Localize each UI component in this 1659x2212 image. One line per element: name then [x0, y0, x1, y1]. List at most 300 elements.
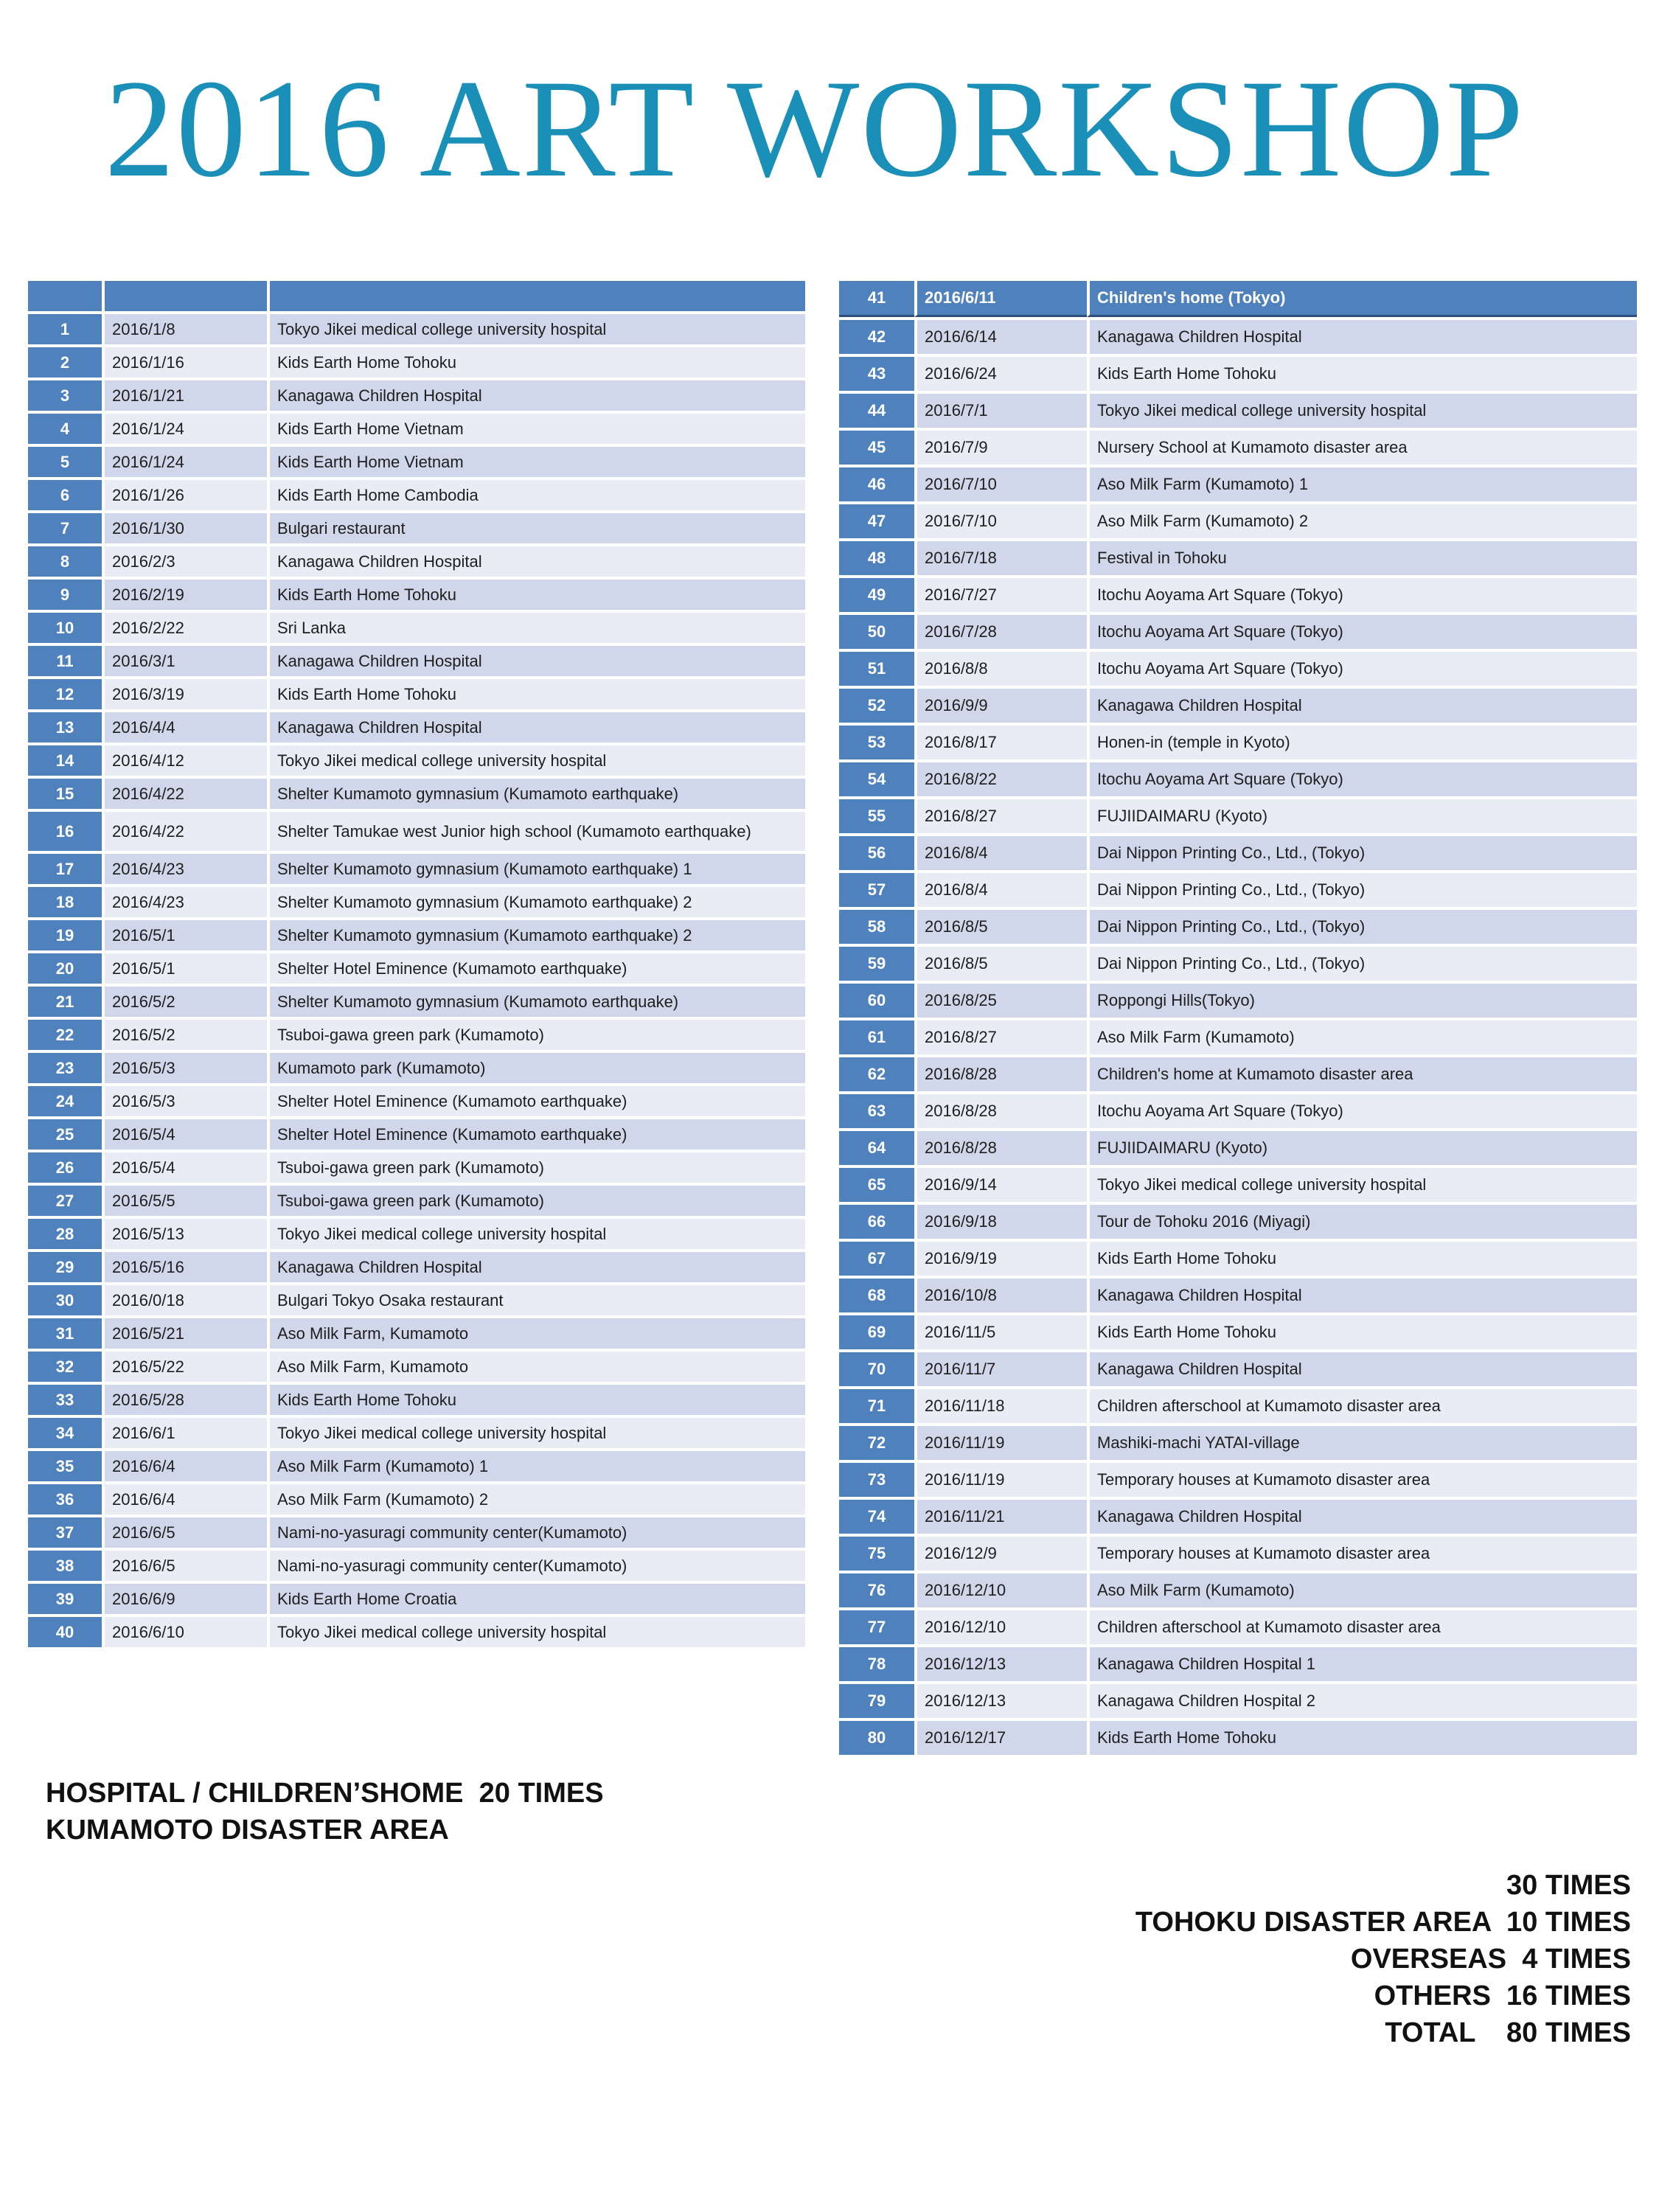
row-number: 60 — [839, 984, 914, 1018]
header-cell-date — [102, 281, 267, 311]
row-place: Children afterschool at Kumamoto disaster area — [1087, 1610, 1637, 1644]
row-date: 2016/4/23 — [102, 854, 267, 884]
table-row — [839, 799, 1637, 833]
row-place: Kids Earth Home Tohoku — [267, 1385, 805, 1415]
row-place: Aso Milk Farm (Kumamoto) 1 — [1087, 467, 1637, 501]
row-place: Tokyo Jikei medical college university hospital — [267, 1617, 805, 1647]
table-row — [28, 580, 805, 610]
header-cell-number — [28, 281, 102, 311]
row-place: Aso Milk Farm, Kumamoto — [267, 1318, 805, 1349]
row-date: 2016/12/10 — [914, 1610, 1087, 1644]
row-place: Kids Earth Home Tohoku — [1087, 1721, 1637, 1755]
row-place: Dai Nippon Printing Co., Ltd., (Tokyo) — [1087, 873, 1637, 907]
row-date: 2016/4/23 — [102, 887, 267, 917]
table-row — [28, 887, 805, 917]
row-number: 32 — [28, 1352, 102, 1382]
row-place: Aso Milk Farm (Kumamoto) — [1087, 1573, 1637, 1607]
table-row — [839, 541, 1637, 575]
row-number: 46 — [839, 467, 914, 501]
row-number: 12 — [28, 679, 102, 709]
row-place: Itochu Aoyama Art Square (Tokyo) — [1087, 652, 1637, 686]
summary-left — [46, 1775, 604, 1848]
row-date: 2016/9/9 — [914, 689, 1087, 723]
row-place: Kanagawa Children Hospital 2 — [1087, 1684, 1637, 1718]
row-place: Children afterschool at Kumamoto disaster area — [1087, 1389, 1637, 1423]
row-date: 2016/5/4 — [102, 1152, 267, 1183]
row-number: 24 — [28, 1086, 102, 1116]
row-date: 2016/2/19 — [102, 580, 267, 610]
row-date: 2016/5/1 — [102, 953, 267, 984]
row-place: Honen-in (temple in Kyoto) — [1087, 726, 1637, 759]
table-row — [839, 689, 1637, 723]
summary-line: HOSPITAL / CHILDREN’SHOME 20 TIMES — [46, 1778, 604, 1809]
table-row — [28, 1551, 805, 1581]
row-date: 2016/6/14 — [914, 320, 1087, 354]
row-place: Children's home (Tokyo) — [1087, 281, 1637, 317]
row-number: 47 — [839, 504, 914, 538]
table-row — [28, 1053, 805, 1083]
row-place: Children's home at Kumamoto disaster area — [1087, 1057, 1637, 1091]
row-date: 2016/1/8 — [102, 314, 267, 344]
row-place: Kids Earth Home Croatia — [267, 1584, 805, 1614]
row-place: Aso Milk Farm (Kumamoto) 1 — [267, 1451, 805, 1481]
table-row — [28, 1617, 805, 1647]
table-row — [28, 679, 805, 709]
row-number: 75 — [839, 1537, 914, 1571]
row-place: Kanagawa Children Hospital — [267, 712, 805, 742]
summary-line: TOTAL 80 TIMES — [1385, 2017, 1631, 2048]
row-date: 2016/8/22 — [914, 762, 1087, 796]
row-place: Kumamoto park (Kumamoto) — [267, 1053, 805, 1083]
row-date: 2016/8/28 — [914, 1131, 1087, 1165]
table-row — [839, 1315, 1637, 1349]
row-place: Shelter Kumamoto gymnasium (Kumamoto earthquake) 1 — [267, 854, 805, 884]
row-number: 7 — [28, 513, 102, 543]
row-date: 2016/1/21 — [102, 380, 267, 411]
row-place: Nursery School at Kumamoto disaster area — [1087, 431, 1637, 465]
row-number: 8 — [28, 546, 102, 577]
row-number: 56 — [839, 836, 914, 870]
row-date: 2016/6/9 — [102, 1584, 267, 1614]
row-place: Kanagawa Children Hospital — [1087, 1500, 1637, 1534]
table-row — [839, 1242, 1637, 1276]
row-place: Kids Earth Home Tohoku — [267, 679, 805, 709]
row-place: Shelter Kumamoto gymnasium (Kumamoto earthquake) 2 — [267, 920, 805, 950]
row-place: Itochu Aoyama Art Square (Tokyo) — [1087, 578, 1637, 612]
table-row — [839, 910, 1637, 944]
row-date: 2016/3/1 — [102, 646, 267, 676]
row-number: 19 — [28, 920, 102, 950]
table-row — [839, 947, 1637, 981]
row-date: 2016/8/17 — [914, 726, 1087, 759]
row-number: 6 — [28, 480, 102, 510]
row-number: 33 — [28, 1385, 102, 1415]
row-date: 2016/5/5 — [102, 1186, 267, 1216]
row-place: Kanagawa Children Hospital 1 — [1087, 1647, 1637, 1681]
row-date: 2016/8/4 — [914, 873, 1087, 907]
row-place: Festival in Tohoku — [1087, 541, 1637, 575]
table-row — [28, 646, 805, 676]
row-date: 2016/5/3 — [102, 1086, 267, 1116]
table-row — [839, 357, 1637, 391]
row-number: 43 — [839, 357, 914, 391]
row-place: Kids Earth Home Cambodia — [267, 480, 805, 510]
row-date: 2016/6/5 — [102, 1551, 267, 1581]
table-row — [28, 1517, 805, 1548]
row-date: 2016/12/13 — [914, 1647, 1087, 1681]
table-row — [839, 1463, 1637, 1497]
row-number: 15 — [28, 779, 102, 809]
row-date: 2016/8/27 — [914, 799, 1087, 833]
row-place: Shelter Hotel Eminence (Kumamoto earthquake) — [267, 953, 805, 984]
row-place: Kanagawa Children Hospital — [1087, 1279, 1637, 1312]
row-number: 38 — [28, 1551, 102, 1581]
row-date: 2016/5/21 — [102, 1318, 267, 1349]
row-place: Roppongi Hills(Tokyo) — [1087, 984, 1637, 1018]
table-row — [28, 1451, 805, 1481]
row-number: 18 — [28, 887, 102, 917]
row-date: 2016/8/5 — [914, 910, 1087, 944]
row-number: 50 — [839, 615, 914, 649]
row-place: Kanagawa Children Hospital — [1087, 1352, 1637, 1386]
row-place: Tokyo Jikei medical college university hospital — [267, 1219, 805, 1249]
row-place: Kids Earth Home Vietnam — [267, 414, 805, 444]
row-place: Shelter Kumamoto gymnasium (Kumamoto earthquake) — [267, 779, 805, 809]
table-row — [839, 1352, 1637, 1386]
table-row — [839, 394, 1637, 428]
row-number: 27 — [28, 1186, 102, 1216]
row-place: Kanagawa Children Hospital — [1087, 320, 1637, 354]
row-date: 2016/7/10 — [914, 467, 1087, 501]
row-place: Itochu Aoyama Art Square (Tokyo) — [1087, 615, 1637, 649]
row-number: 54 — [839, 762, 914, 796]
table-row — [839, 1020, 1637, 1054]
row-date: 2016/6/11 — [914, 281, 1087, 317]
row-number: 59 — [839, 947, 914, 981]
row-place: Bulgari restaurant — [267, 513, 805, 543]
row-number: 9 — [28, 580, 102, 610]
table-row — [28, 1484, 805, 1514]
row-place: Kanagawa Children Hospital — [267, 380, 805, 411]
row-date: 2016/5/2 — [102, 987, 267, 1017]
row-number: 74 — [839, 1500, 914, 1534]
page-title: 2016 ART WORKSHOP — [104, 52, 1526, 206]
row-number: 37 — [28, 1517, 102, 1548]
table-row — [28, 1152, 805, 1183]
table-row — [839, 1205, 1637, 1239]
row-place: Shelter Kumamoto gymnasium (Kumamoto earthquake) — [267, 987, 805, 1017]
row-date: 2016/7/28 — [914, 615, 1087, 649]
row-date: 2016/8/4 — [914, 836, 1087, 870]
row-number: 25 — [28, 1119, 102, 1150]
row-date: 2016/5/22 — [102, 1352, 267, 1382]
table-row — [28, 745, 805, 776]
table-row — [839, 1610, 1637, 1644]
row-place: Kids Earth Home Tohoku — [1087, 357, 1637, 391]
table-row — [28, 1119, 805, 1150]
row-place: Shelter Kumamoto gymnasium (Kumamoto earthquake) 2 — [267, 887, 805, 917]
row-number: 48 — [839, 541, 914, 575]
table-row — [839, 578, 1637, 612]
row-place: FUJIIDAIMARU (Kyoto) — [1087, 1131, 1637, 1165]
table-row — [28, 380, 805, 411]
summary-line: 30 TIMES — [1506, 1870, 1631, 1901]
row-number: 68 — [839, 1279, 914, 1312]
table-row — [839, 762, 1637, 796]
row-number: 49 — [839, 578, 914, 612]
row-date: 2016/5/28 — [102, 1385, 267, 1415]
table-row — [28, 546, 805, 577]
row-place: Tokyo Jikei medical college university hospital — [267, 745, 805, 776]
row-number: 65 — [839, 1168, 914, 1202]
row-place: Kids Earth Home Vietnam — [267, 447, 805, 477]
table-row — [839, 1684, 1637, 1718]
row-number: 35 — [28, 1451, 102, 1481]
row-number: 51 — [839, 652, 914, 686]
table-row — [28, 920, 805, 950]
row-place: Kanagawa Children Hospital — [1087, 689, 1637, 723]
table-row — [28, 1418, 805, 1448]
row-date: 2016/12/17 — [914, 1721, 1087, 1755]
row-date: 2016/12/10 — [914, 1573, 1087, 1607]
row-date: 2016/1/16 — [102, 347, 267, 378]
row-place: Nami-no-yasuragi community center(Kumamoto) — [267, 1517, 805, 1548]
summary-line: OTHERS 16 TIMES — [1374, 1980, 1631, 2011]
table-row — [28, 1352, 805, 1382]
row-date: 2016/11/7 — [914, 1352, 1087, 1386]
row-number: 52 — [839, 689, 914, 723]
table-row — [28, 1020, 805, 1050]
row-date: 2016/1/26 — [102, 480, 267, 510]
row-date: 2016/9/18 — [914, 1205, 1087, 1239]
summary-right — [1135, 1867, 1631, 2051]
table-row — [28, 779, 805, 809]
row-date: 2016/10/8 — [914, 1279, 1087, 1312]
row-number: 70 — [839, 1352, 914, 1386]
row-number: 4 — [28, 414, 102, 444]
row-place: Tokyo Jikei medical college university hospital — [1087, 1168, 1637, 1202]
row-date: 2016/11/19 — [914, 1463, 1087, 1497]
row-place: Tokyo Jikei medical college university hospital — [267, 314, 805, 344]
summary-line: OVERSEAS 4 TIMES — [1350, 1944, 1631, 1975]
row-place: Kids Earth Home Tohoku — [1087, 1242, 1637, 1276]
row-date: 2016/6/10 — [102, 1617, 267, 1647]
row-number: 11 — [28, 646, 102, 676]
row-date: 2016/8/25 — [914, 984, 1087, 1018]
row-place: Kids Earth Home Tohoku — [1087, 1315, 1637, 1349]
row-date: 2016/7/27 — [914, 578, 1087, 612]
row-place: Temporary houses at Kumamoto disaster area — [1087, 1537, 1637, 1571]
row-number: 77 — [839, 1610, 914, 1644]
table-row — [839, 1057, 1637, 1091]
table-row — [28, 1385, 805, 1415]
row-date: 2016/6/1 — [102, 1418, 267, 1448]
table-row — [839, 873, 1637, 907]
row-date: 2016/5/3 — [102, 1053, 267, 1083]
row-date: 2016/0/18 — [102, 1285, 267, 1315]
row-date: 2016/1/30 — [102, 513, 267, 543]
row-date: 2016/5/4 — [102, 1119, 267, 1150]
row-place: Shelter Hotel Eminence (Kumamoto earthquake) — [267, 1086, 805, 1116]
row-number: 36 — [28, 1484, 102, 1514]
row-date: 2016/5/13 — [102, 1219, 267, 1249]
row-date: 2016/7/1 — [914, 394, 1087, 428]
row-number: 76 — [839, 1573, 914, 1607]
row-place: Dai Nippon Printing Co., Ltd., (Tokyo) — [1087, 836, 1637, 870]
row-number: 64 — [839, 1131, 914, 1165]
row-number: 1 — [28, 314, 102, 344]
row-number: 16 — [28, 812, 102, 851]
row-place: Aso Milk Farm (Kumamoto) 2 — [267, 1484, 805, 1514]
row-number: 44 — [839, 394, 914, 428]
header-cell-place — [267, 281, 805, 311]
row-date: 2016/6/24 — [914, 357, 1087, 391]
row-place: Tsuboi-gawa green park (Kumamoto) — [267, 1186, 805, 1216]
row-date: 2016/1/24 — [102, 414, 267, 444]
schedule-table-right — [839, 278, 1637, 1758]
table-row — [28, 1219, 805, 1249]
row-date: 2016/8/5 — [914, 947, 1087, 981]
table-row — [839, 1279, 1637, 1312]
table-row — [839, 1168, 1637, 1202]
row-number: 34 — [28, 1418, 102, 1448]
row-place: FUJIIDAIMARU (Kyoto) — [1087, 799, 1637, 833]
row-place: Aso Milk Farm, Kumamoto — [267, 1352, 805, 1382]
row-place: Mashiki-machi YATAI-village — [1087, 1426, 1637, 1460]
row-place: Kanagawa Children Hospital — [267, 546, 805, 577]
row-number: 5 — [28, 447, 102, 477]
row-place: Tsuboi-gawa green park (Kumamoto) — [267, 1020, 805, 1050]
table-row — [28, 712, 805, 742]
table-row — [839, 615, 1637, 649]
row-place: Kids Earth Home Tohoku — [267, 347, 805, 378]
row-place: Temporary houses at Kumamoto disaster area — [1087, 1463, 1637, 1497]
row-number: 78 — [839, 1647, 914, 1681]
row-number: 73 — [839, 1463, 914, 1497]
row-number: 31 — [28, 1318, 102, 1349]
row-number: 17 — [28, 854, 102, 884]
table-row — [839, 504, 1637, 538]
row-date: 2016/3/19 — [102, 679, 267, 709]
table-row — [28, 1086, 805, 1116]
row-date: 2016/11/5 — [914, 1315, 1087, 1349]
row-place: Nami-no-yasuragi community center(Kumamoto) — [267, 1551, 805, 1581]
table-row — [839, 1426, 1637, 1460]
row-number: 40 — [28, 1617, 102, 1647]
row-date: 2016/12/13 — [914, 1684, 1087, 1718]
table-row — [839, 467, 1637, 501]
row-number: 63 — [839, 1094, 914, 1128]
row-number: 67 — [839, 1242, 914, 1276]
row-place: Tsuboi-gawa green park (Kumamoto) — [267, 1152, 805, 1183]
table-row — [839, 836, 1637, 870]
table-row — [839, 320, 1637, 354]
row-number: 10 — [28, 613, 102, 643]
row-number: 80 — [839, 1721, 914, 1755]
row-place: Bulgari Tokyo Osaka restaurant — [267, 1285, 805, 1315]
row-date: 2016/11/19 — [914, 1426, 1087, 1460]
table-row — [839, 1094, 1637, 1128]
row-place: Aso Milk Farm (Kumamoto) 2 — [1087, 504, 1637, 538]
row-place: Tokyo Jikei medical college university hospital — [1087, 394, 1637, 428]
table-row — [839, 431, 1637, 465]
table-row — [839, 1537, 1637, 1571]
row-date: 2016/7/18 — [914, 541, 1087, 575]
row-number: 71 — [839, 1389, 914, 1423]
table-row — [28, 854, 805, 884]
row-date: 2016/6/4 — [102, 1451, 267, 1481]
summary-line: TOHOKU DISASTER AREA 10 TIMES — [1135, 1907, 1631, 1938]
row-place: Aso Milk Farm (Kumamoto) — [1087, 1020, 1637, 1054]
table-row — [28, 414, 805, 444]
table-row — [839, 726, 1637, 759]
row-number: 22 — [28, 1020, 102, 1050]
row-date: 2016/8/27 — [914, 1020, 1087, 1054]
row-number: 42 — [839, 320, 914, 354]
table-row — [28, 1252, 805, 1282]
table-row — [28, 1584, 805, 1614]
row-date: 2016/2/3 — [102, 546, 267, 577]
table-row — [839, 984, 1637, 1018]
row-number: 14 — [28, 745, 102, 776]
summary-line: KUMAMOTO DISASTER AREA — [46, 1815, 449, 1846]
row-number: 39 — [28, 1584, 102, 1614]
row-place: Itochu Aoyama Art Square (Tokyo) — [1087, 762, 1637, 796]
row-number: 69 — [839, 1315, 914, 1349]
row-place: Dai Nippon Printing Co., Ltd., (Tokyo) — [1087, 910, 1637, 944]
row-number: 20 — [28, 953, 102, 984]
row-date: 2016/4/4 — [102, 712, 267, 742]
row-date: 2016/9/14 — [914, 1168, 1087, 1202]
row-place: Kanagawa Children Hospital — [267, 646, 805, 676]
table-row — [839, 1573, 1637, 1607]
row-number: 72 — [839, 1426, 914, 1460]
row-date: 2016/12/9 — [914, 1537, 1087, 1571]
row-date: 2016/7/9 — [914, 431, 1087, 465]
row-date: 2016/4/22 — [102, 812, 267, 851]
row-place: Dai Nippon Printing Co., Ltd., (Tokyo) — [1087, 947, 1637, 981]
row-number: 21 — [28, 987, 102, 1017]
table-row — [839, 281, 1637, 317]
row-place: Itochu Aoyama Art Square (Tokyo) — [1087, 1094, 1637, 1128]
row-place: Kanagawa Children Hospital — [267, 1252, 805, 1282]
table-row — [28, 953, 805, 984]
row-date: 2016/1/24 — [102, 447, 267, 477]
row-place: Tour de Tohoku 2016 (Miyagi) — [1087, 1205, 1637, 1239]
row-date: 2016/2/22 — [102, 613, 267, 643]
table-row — [28, 812, 805, 851]
row-date: 2016/7/10 — [914, 504, 1087, 538]
table-row — [28, 1186, 805, 1216]
row-number: 30 — [28, 1285, 102, 1315]
row-number: 61 — [839, 1020, 914, 1054]
row-date: 2016/5/16 — [102, 1252, 267, 1282]
row-number: 79 — [839, 1684, 914, 1718]
row-date: 2016/5/2 — [102, 1020, 267, 1050]
row-place: Tokyo Jikei medical college university hospital — [267, 1418, 805, 1448]
row-number: 62 — [839, 1057, 914, 1091]
row-number: 55 — [839, 799, 914, 833]
row-number: 13 — [28, 712, 102, 742]
row-number: 29 — [28, 1252, 102, 1282]
table-row — [839, 1500, 1637, 1534]
table-row — [28, 447, 805, 477]
table-row — [839, 1131, 1637, 1165]
row-number: 41 — [839, 281, 914, 317]
row-place: Kids Earth Home Tohoku — [267, 580, 805, 610]
row-number: 45 — [839, 431, 914, 465]
table-row — [28, 347, 805, 378]
